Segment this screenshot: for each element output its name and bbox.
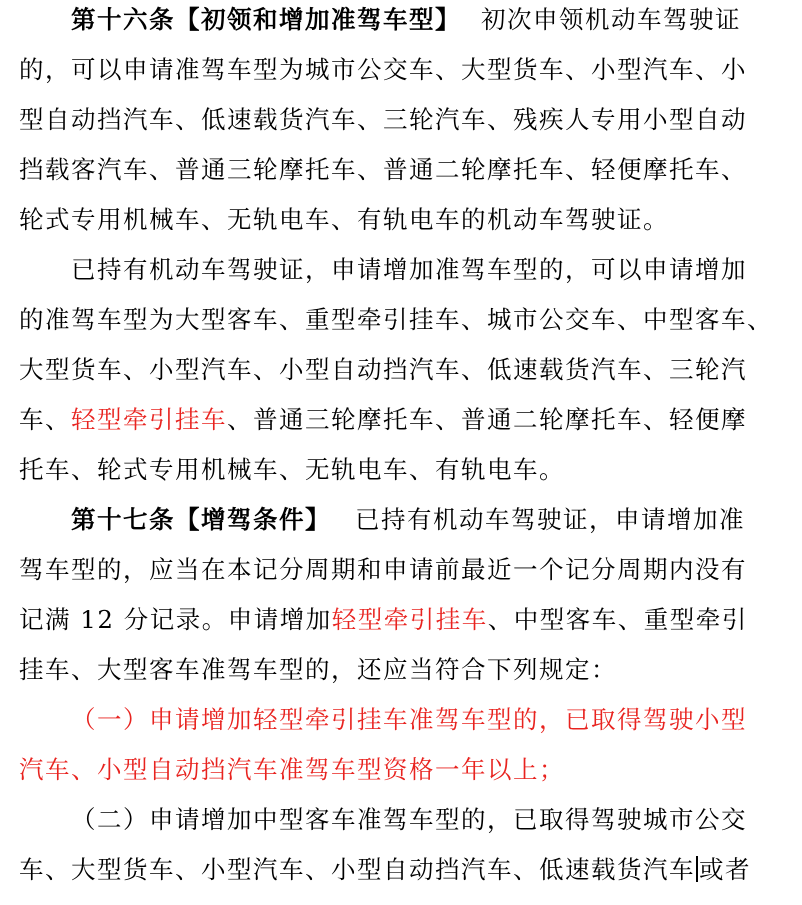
article-17-text: 已持有机动车驾驶证，申请增加准 [355,505,745,534]
paragraph-line: 型自动挡汽车、低速载货汽车、三轮汽车、残疾人专用小型自动 [19,105,747,134]
paragraph-line: 已持有机动车驾驶证，申请增加准驾车型的，可以申请增加 [71,255,747,284]
line-text: 车、大型货车、小型汽车、小型自动挡汽车、低速载货汽车 [19,855,695,884]
article-17-line-1 [71,500,745,540]
paragraph-line: 的准驾车型为大型客车、重型牵引挂车、城市公交车、中型客车、 [19,305,773,334]
text-cursor [696,856,698,882]
paragraph-line [19,400,747,440]
line-text: 、中型客车、重型牵引 [487,605,748,634]
highlighted-text: 轻型牵引挂车 [331,605,488,634]
paragraph-line: 轮式专用机械车、无轨电车、有轨电车的机动车驾驶证。 [19,205,669,234]
list-item-2-line-1: （二）申请增加中型客车准驾车型的，已取得驾驶城市公交 [71,805,747,834]
paragraph-line: 大型货车、小型汽车、小型自动挡汽车、低速载货汽车、三轮汽 [19,355,747,384]
article-17-heading: 第十七条【增驾条件】 [71,505,331,534]
article-16-text: 初次申领机动车驾驶证 [481,5,741,34]
article-16-line-1 [71,0,741,40]
line-text: 、普通三轮摩托车、普通二轮摩托车、轻便摩 [227,405,747,434]
paragraph-line [19,600,748,640]
line-text: 车、 [19,405,71,434]
line-text: 或者 [699,855,751,884]
list-item-1-line-2: 汽车、小型自动挡汽车准驾车型资格一年以上； [19,755,565,784]
paragraph-line: 挡载客汽车、普通三轮摩托车、普通二轮摩托车、轻便摩托车、 [19,155,747,184]
paragraph-line: 的，可以申请准驾车型为城市公交车、大型货车、小型汽车、小 [19,55,747,84]
article-16-heading: 第十六条【初领和增加准驾车型】 [71,5,461,34]
list-item-2-line-2 [19,850,751,890]
highlighted-text: 轻型牵引挂车 [71,405,227,434]
line-text: 记满 12 分记录。申请增加 [19,605,332,634]
paragraph-line: 托车、轮式专用机械车、无轨电车、有轨电车。 [19,455,565,484]
paragraph-line: 挂车、大型客车准驾车型的，还应当符合下列规定： [19,655,617,684]
list-item-1-line-1: （一）申请增加轻型牵引挂车准驾车型的，已取得驾驶小型 [71,705,747,734]
paragraph-line: 驾车型的，应当在本记分周期和申请前最近一个记分周期内没有 [19,555,747,584]
